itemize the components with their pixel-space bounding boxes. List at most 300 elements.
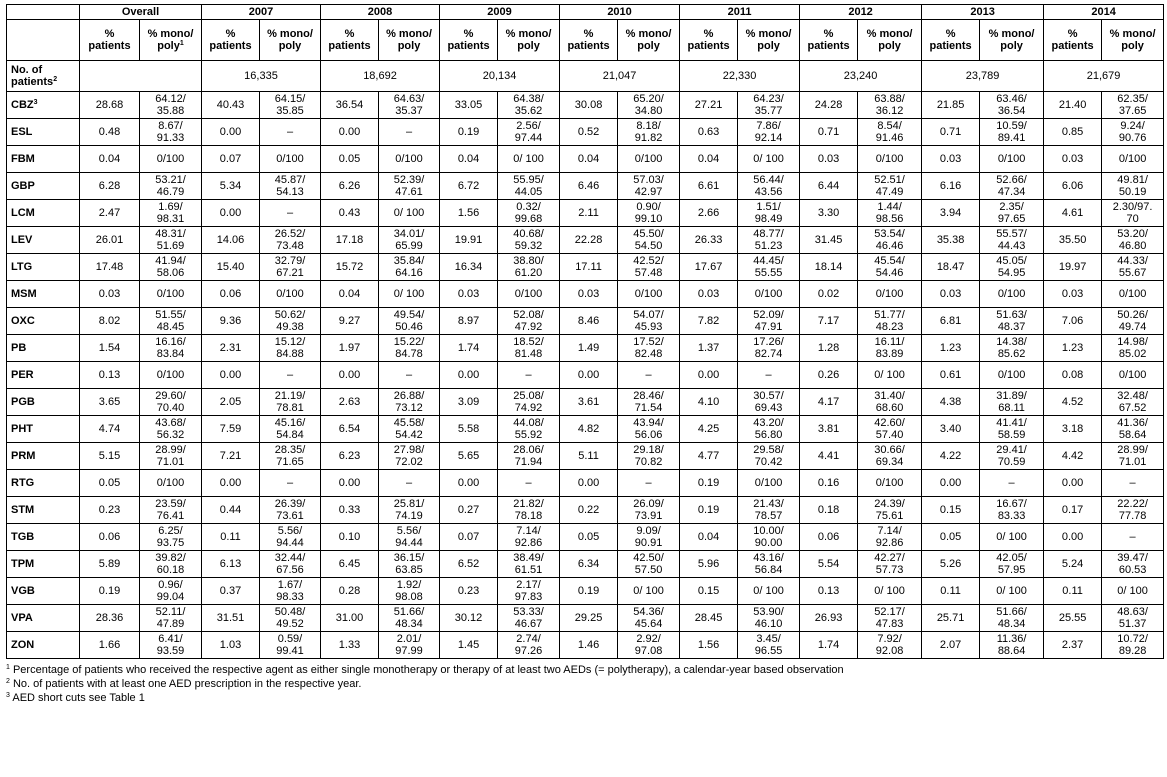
year-header: 2008 <box>321 5 440 20</box>
drug-label: LTG <box>11 261 33 273</box>
pct-cell: 0.03 <box>680 281 738 308</box>
drug-label: PRM <box>11 450 36 462</box>
sub-header-mp-label: % mono/ poly <box>866 28 913 52</box>
pct-cell: 0.00 <box>202 119 260 146</box>
pct-cell: 0.43 <box>321 200 379 227</box>
mono-poly-cell: 53.20/ 46.80 <box>1102 227 1164 254</box>
mono-poly-cell: 52.39/ 47.61 <box>379 173 440 200</box>
pct-cell: 0.19 <box>560 578 618 605</box>
mono-poly-cell: 0/ 100 <box>379 281 440 308</box>
mono-poly-cell: 0/100 <box>618 146 680 173</box>
mono-poly-cell: 64.63/ 35.37 <box>379 92 440 119</box>
mono-poly-cell: 52.11/ 47.89 <box>140 605 202 632</box>
mono-poly-cell: 0.96/ 99.04 <box>140 578 202 605</box>
mono-poly-cell: 0.59/ 99.41 <box>260 632 321 659</box>
drug-label-cell <box>7 389 80 416</box>
pct-cell: 0.03 <box>922 146 980 173</box>
mono-poly-cell: 23.59/ 76.41 <box>140 497 202 524</box>
pct-cell: 2.63 <box>321 389 379 416</box>
mono-poly-cell: 0/100 <box>260 281 321 308</box>
table-row <box>7 227 1164 254</box>
table-row <box>7 443 1164 470</box>
mono-poly-cell: 40.68/ 59.32 <box>498 227 560 254</box>
mono-poly-cell: 44.45/ 55.55 <box>738 254 800 281</box>
pct-cell: 4.17 <box>800 389 858 416</box>
pct-cell: 2.31 <box>202 335 260 362</box>
mono-poly-cell: – <box>379 362 440 389</box>
pct-cell: 26.93 <box>800 605 858 632</box>
pct-cell: 0.05 <box>560 524 618 551</box>
drug-label-cell <box>7 416 80 443</box>
mono-poly-cell: 15.12/ 84.88 <box>260 335 321 362</box>
drug-label: STM <box>11 504 35 516</box>
pct-cell: 1.97 <box>321 335 379 362</box>
pct-cell: 25.71 <box>922 605 980 632</box>
patients-count-cell: 20,134 <box>440 61 560 92</box>
table-row <box>7 335 1164 362</box>
pct-cell: 0.03 <box>560 281 618 308</box>
mono-poly-cell: 25.81/ 74.19 <box>379 497 440 524</box>
table-row <box>7 551 1164 578</box>
mono-poly-cell: 0/100 <box>140 281 202 308</box>
mono-poly-cell: – <box>260 362 321 389</box>
pct-cell: 0.18 <box>800 497 858 524</box>
footnote-text: Percentage of patients who received the respective agent as either single monotherapy or therapy of at least two AEDs (= polytherapy), a calendar-year based observation <box>12 664 844 676</box>
pct-cell: 6.45 <box>321 551 379 578</box>
pct-cell: 26.01 <box>80 227 140 254</box>
mono-poly-cell: 0/ 100 <box>618 578 680 605</box>
mono-poly-cell: 43.68/ 56.32 <box>140 416 202 443</box>
mono-poly-cell: 49.81/ 50.19 <box>1102 173 1164 200</box>
mono-poly-cell: 0/100 <box>980 362 1044 389</box>
drug-label-cell <box>7 146 80 173</box>
mono-poly-cell: 5.56/ 94.44 <box>260 524 321 551</box>
pct-cell: 0.00 <box>321 470 379 497</box>
mono-poly-cell: 64.15/ 35.85 <box>260 92 321 119</box>
pct-cell: 0.05 <box>80 470 140 497</box>
mono-poly-cell: 32.44/ 67.56 <box>260 551 321 578</box>
mono-poly-cell: – <box>260 470 321 497</box>
pct-cell: 5.89 <box>80 551 140 578</box>
mono-poly-cell: 42.05/ 57.95 <box>980 551 1044 578</box>
mono-poly-cell: 43.16/ 56.84 <box>738 551 800 578</box>
drug-label-cell <box>7 362 80 389</box>
pct-cell: 3.81 <box>800 416 858 443</box>
mono-poly-cell: – <box>260 119 321 146</box>
pct-cell: 1.49 <box>560 335 618 362</box>
drug-label-cell <box>7 335 80 362</box>
pct-cell: 0.04 <box>321 281 379 308</box>
pct-cell: 4.38 <box>922 389 980 416</box>
pct-cell: 0.71 <box>800 119 858 146</box>
pct-cell: 5.54 <box>800 551 858 578</box>
drug-label: ZON <box>11 639 35 651</box>
mono-poly-cell: 2.56/ 97.44 <box>498 119 560 146</box>
pct-cell: 3.65 <box>80 389 140 416</box>
mono-poly-cell: 51.63/ 48.37 <box>980 308 1044 335</box>
table-row <box>7 362 1164 389</box>
pct-cell: 5.15 <box>80 443 140 470</box>
mono-poly-cell: 6.25/ 93.75 <box>140 524 202 551</box>
mono-poly-cell: 65.20/ 34.80 <box>618 92 680 119</box>
drug-label: FBM <box>11 153 35 165</box>
pct-cell: 1.37 <box>680 335 738 362</box>
pct-cell: 0.37 <box>202 578 260 605</box>
pct-cell: 1.23 <box>1044 335 1102 362</box>
pct-cell: 0.00 <box>440 470 498 497</box>
pct-cell: 6.28 <box>80 173 140 200</box>
drug-label-cell <box>7 254 80 281</box>
mono-poly-cell: 16.67/ 83.33 <box>980 497 1044 524</box>
mono-poly-cell: 2.92/ 97.08 <box>618 632 680 659</box>
mono-poly-cell: – <box>1102 524 1164 551</box>
drug-label: MSM <box>11 288 37 300</box>
mono-poly-cell: 48.63/ 51.37 <box>1102 605 1164 632</box>
sub-header-pct: % patients <box>922 20 980 61</box>
pct-cell: 1.56 <box>440 200 498 227</box>
mono-poly-cell: 41.94/ 58.06 <box>140 254 202 281</box>
mono-poly-cell: 52.66/ 47.34 <box>980 173 1044 200</box>
year-header: 2010 <box>560 5 680 20</box>
mono-poly-cell: 28.99/ 71.01 <box>1102 443 1164 470</box>
footnotes <box>6 663 1164 705</box>
footnote-sup: 1 <box>6 664 10 671</box>
pct-cell: 0.04 <box>440 146 498 173</box>
pct-cell: 0.23 <box>440 578 498 605</box>
mono-poly-cell: 54.36/ 45.64 <box>618 605 680 632</box>
mono-poly-cell: 0/100 <box>379 146 440 173</box>
mono-poly-cell: 38.80/ 61.20 <box>498 254 560 281</box>
pct-cell: 1.03 <box>202 632 260 659</box>
mono-poly-cell: 14.38/ 85.62 <box>980 335 1044 362</box>
year-header: 2011 <box>680 5 800 20</box>
sub-header-pct: % patients <box>440 20 498 61</box>
year-header: 2007 <box>202 5 321 20</box>
mono-poly-cell: 55.57/ 44.43 <box>980 227 1044 254</box>
sub-header-pct: % patients <box>1044 20 1102 61</box>
pct-cell: 28.45 <box>680 605 738 632</box>
pct-cell: 5.34 <box>202 173 260 200</box>
mono-poly-cell: 0/100 <box>738 470 800 497</box>
pct-cell: 17.11 <box>560 254 618 281</box>
mono-poly-cell: 30.57/ 69.43 <box>738 389 800 416</box>
pct-cell: 0.04 <box>80 146 140 173</box>
drug-label: RTG <box>11 477 35 489</box>
drug-label-cell <box>7 281 80 308</box>
pct-cell: 6.46 <box>560 173 618 200</box>
mono-poly-cell: – <box>498 470 560 497</box>
pct-cell: 0.13 <box>800 578 858 605</box>
pct-cell: 0.71 <box>922 119 980 146</box>
mono-poly-cell: 11.36/ 88.64 <box>980 632 1044 659</box>
mono-poly-cell: 45.87/ 54.13 <box>260 173 321 200</box>
sub-header-pct: % patients <box>800 20 858 61</box>
patients-count-cell: 21,679 <box>1044 61 1164 92</box>
mono-poly-cell: 29.41/ 70.59 <box>980 443 1044 470</box>
pct-cell: 0.16 <box>800 470 858 497</box>
mono-poly-cell: 0/ 100 <box>1102 578 1164 605</box>
drug-label-cell <box>7 92 80 119</box>
pct-cell: 29.25 <box>560 605 618 632</box>
mono-poly-cell: 7.14/ 92.86 <box>858 524 922 551</box>
mono-poly-cell: 41.41/ 58.59 <box>980 416 1044 443</box>
mono-poly-cell: – <box>980 470 1044 497</box>
mono-poly-cell: 8.18/ 91.82 <box>618 119 680 146</box>
mono-poly-cell: 64.23/ 35.77 <box>738 92 800 119</box>
pct-cell: 17.18 <box>321 227 379 254</box>
table-row <box>7 389 1164 416</box>
mono-poly-cell: – <box>379 119 440 146</box>
sub-header-mp-sup: 1 <box>179 40 184 47</box>
pct-cell: 1.54 <box>80 335 140 362</box>
pct-cell: 4.42 <box>1044 443 1102 470</box>
mono-poly-cell: 50.48/ 49.52 <box>260 605 321 632</box>
sub-header-mp <box>618 20 680 61</box>
drug-label: LEV <box>11 234 33 246</box>
drug-label: TPM <box>11 558 35 570</box>
mono-poly-cell: 45.05/ 54.95 <box>980 254 1044 281</box>
drug-label-cell <box>7 551 80 578</box>
pct-cell: 0.11 <box>922 578 980 605</box>
pct-cell: 28.36 <box>80 605 140 632</box>
mono-poly-cell: 21.19/ 78.81 <box>260 389 321 416</box>
sub-header-pct: % patients <box>680 20 738 61</box>
mono-poly-cell: – <box>260 200 321 227</box>
pct-cell: 0.00 <box>202 470 260 497</box>
mono-poly-cell: 45.16/ 54.84 <box>260 416 321 443</box>
patients-label-cell <box>7 61 80 92</box>
drug-label: OXC <box>11 315 35 327</box>
mono-poly-cell: 0/100 <box>1102 362 1164 389</box>
pct-cell: 0.19 <box>680 470 738 497</box>
patients-label: No. of patients <box>11 64 54 88</box>
pct-cell: 0.06 <box>800 524 858 551</box>
pct-cell: 0.15 <box>680 578 738 605</box>
mono-poly-cell: 6.41/ 93.59 <box>140 632 202 659</box>
sub-header-mp-label: % mono/ poly <box>147 28 194 52</box>
sub-header-pct: % patients <box>321 20 379 61</box>
pct-cell: 15.72 <box>321 254 379 281</box>
pct-cell: 0.11 <box>1044 578 1102 605</box>
mono-poly-cell: 0/ 100 <box>980 524 1044 551</box>
pct-cell: 5.58 <box>440 416 498 443</box>
mono-poly-cell: 14.98/ 85.02 <box>1102 335 1164 362</box>
mono-poly-cell: 2.01/ 97.99 <box>379 632 440 659</box>
drug-label-cell <box>7 443 80 470</box>
mono-poly-cell: – <box>738 362 800 389</box>
patients-count-cell: 23,789 <box>922 61 1044 92</box>
footnote-text: No. of patients with at least one AED prescription in the respective year. <box>12 678 362 690</box>
mono-poly-cell: 7.92/ 92.08 <box>858 632 922 659</box>
pct-cell: 3.09 <box>440 389 498 416</box>
mono-poly-cell: 0/100 <box>858 281 922 308</box>
mono-poly-cell: 42.52/ 57.48 <box>618 254 680 281</box>
pct-cell: 0.33 <box>321 497 379 524</box>
sub-header-mp <box>140 20 202 61</box>
pct-cell: 3.40 <box>922 416 980 443</box>
table-row <box>7 497 1164 524</box>
pct-cell: 1.45 <box>440 632 498 659</box>
pct-cell: 31.45 <box>800 227 858 254</box>
mono-poly-cell: 27.98/ 72.02 <box>379 443 440 470</box>
mono-poly-cell: 51.77/ 48.23 <box>858 308 922 335</box>
mono-poly-cell: 18.52/ 81.48 <box>498 335 560 362</box>
drug-label: TGB <box>11 531 35 543</box>
pct-cell: 14.06 <box>202 227 260 254</box>
table-row <box>7 524 1164 551</box>
mono-poly-cell: 43.94/ 56.06 <box>618 416 680 443</box>
patients-count-cell: 21,047 <box>560 61 680 92</box>
mono-poly-cell: 28.35/ 71.65 <box>260 443 321 470</box>
header-row-sub <box>7 20 1164 61</box>
pct-cell: 0.03 <box>440 281 498 308</box>
mono-poly-cell: 26.52/ 73.48 <box>260 227 321 254</box>
pct-cell: 2.05 <box>202 389 260 416</box>
mono-poly-cell: 34.01/ 65.99 <box>379 227 440 254</box>
mono-poly-cell: 0/100 <box>498 281 560 308</box>
mono-poly-cell: 0/100 <box>260 146 321 173</box>
pct-cell: 1.23 <box>922 335 980 362</box>
pct-cell: 5.24 <box>1044 551 1102 578</box>
sub-header-mp-label: % mono/ poly <box>625 28 672 52</box>
pct-cell: 17.67 <box>680 254 738 281</box>
pct-cell: 0.03 <box>800 146 858 173</box>
pct-cell: 24.28 <box>800 92 858 119</box>
sub-header-pct: % patients <box>202 20 260 61</box>
mono-poly-cell: 29.60/ 70.40 <box>140 389 202 416</box>
pct-cell: 1.66 <box>80 632 140 659</box>
sub-header-mp <box>498 20 560 61</box>
mono-poly-cell: 3.45/ 96.55 <box>738 632 800 659</box>
mono-poly-cell: – <box>618 470 680 497</box>
mono-poly-cell: 52.08/ 47.92 <box>498 308 560 335</box>
mono-poly-cell: 0/100 <box>1102 281 1164 308</box>
mono-poly-cell: 51.66/ 48.34 <box>980 605 1044 632</box>
footnote-text: AED short cuts see Table 1 <box>12 692 145 704</box>
mono-poly-cell: 53.21/ 46.79 <box>140 173 202 200</box>
pct-cell: 2.47 <box>80 200 140 227</box>
drug-label: PHT <box>11 423 33 435</box>
pct-cell: 1.46 <box>560 632 618 659</box>
pct-cell: 0.27 <box>440 497 498 524</box>
mono-poly-cell: 9.09/ 90.91 <box>618 524 680 551</box>
drug-label-cell <box>7 578 80 605</box>
sub-header-mp <box>379 20 440 61</box>
patients-label-sup: 2 <box>53 76 58 83</box>
pct-cell: 22.28 <box>560 227 618 254</box>
mono-poly-cell: 52.17/ 47.83 <box>858 605 922 632</box>
pct-cell: 6.06 <box>1044 173 1102 200</box>
pct-cell: 6.81 <box>922 308 980 335</box>
year-header: 2013 <box>922 5 1044 20</box>
mono-poly-cell: 0/100 <box>980 146 1044 173</box>
pct-cell: 3.94 <box>922 200 980 227</box>
mono-poly-cell: 52.51/ 47.49 <box>858 173 922 200</box>
pct-cell: 4.61 <box>1044 200 1102 227</box>
mono-poly-cell: 0.32/ 99.68 <box>498 200 560 227</box>
mono-poly-cell: 44.08/ 55.92 <box>498 416 560 443</box>
footnote-sup: 3 <box>6 692 10 699</box>
pct-cell: 4.74 <box>80 416 140 443</box>
pct-cell: 33.05 <box>440 92 498 119</box>
pct-cell: 30.08 <box>560 92 618 119</box>
mono-poly-cell: 2.35/ 97.65 <box>980 200 1044 227</box>
mono-poly-cell: 17.26/ 82.74 <box>738 335 800 362</box>
mono-poly-cell: 50.26/ 49.74 <box>1102 308 1164 335</box>
pct-cell: 35.50 <box>1044 227 1102 254</box>
pct-cell: 6.44 <box>800 173 858 200</box>
pct-cell: 6.13 <box>202 551 260 578</box>
pct-cell: 30.12 <box>440 605 498 632</box>
pct-cell: 0.00 <box>560 470 618 497</box>
mono-poly-cell: 0/ 100 <box>738 578 800 605</box>
sub-header-mp-label: % mono/ poly <box>267 28 313 52</box>
pct-cell: 0.28 <box>321 578 379 605</box>
mono-poly-cell: 1.67/ 98.33 <box>260 578 321 605</box>
mono-poly-cell: 63.88/ 36.12 <box>858 92 922 119</box>
patients-count-cell: 23,240 <box>800 61 922 92</box>
mono-poly-cell: 16.11/ 83.89 <box>858 335 922 362</box>
mono-poly-cell: – <box>498 362 560 389</box>
mono-poly-cell: 57.03/ 42.97 <box>618 173 680 200</box>
mono-poly-cell: 36.15/ 63.85 <box>379 551 440 578</box>
pct-cell: 4.25 <box>680 416 738 443</box>
pct-cell: 9.36 <box>202 308 260 335</box>
pct-cell: 0.04 <box>680 146 738 173</box>
table-row <box>7 416 1164 443</box>
drug-label-cell <box>7 497 80 524</box>
pct-cell: 3.30 <box>800 200 858 227</box>
pct-cell: 6.54 <box>321 416 379 443</box>
mono-poly-cell: 28.06/ 71.94 <box>498 443 560 470</box>
mono-poly-cell: 22.22/ 77.78 <box>1102 497 1164 524</box>
pct-cell: 6.26 <box>321 173 379 200</box>
drug-label-sup: 3 <box>33 99 38 106</box>
pct-cell: 18.14 <box>800 254 858 281</box>
mono-poly-cell: 62.35/ 37.65 <box>1102 92 1164 119</box>
pct-cell: 0.85 <box>1044 119 1102 146</box>
pct-cell: 4.10 <box>680 389 738 416</box>
mono-poly-cell: 0/ 100 <box>858 578 922 605</box>
mono-poly-cell: 48.77/ 51.23 <box>738 227 800 254</box>
pct-cell: 1.74 <box>440 335 498 362</box>
mono-poly-cell: 0/100 <box>858 146 922 173</box>
sub-header-mp <box>858 20 922 61</box>
pct-cell: 31.00 <box>321 605 379 632</box>
drug-label-cell <box>7 605 80 632</box>
mono-poly-cell: 26.39/ 73.61 <box>260 497 321 524</box>
sub-header-mp <box>738 20 800 61</box>
drug-label: LCM <box>11 207 35 219</box>
pct-cell: 0.03 <box>922 281 980 308</box>
drug-label-cell <box>7 632 80 659</box>
table-row <box>7 254 1164 281</box>
sub-header-mp-label: % mono/ poly <box>505 28 552 52</box>
pct-cell: 0.07 <box>440 524 498 551</box>
sub-header-mp-label: % mono/ poly <box>988 28 1035 52</box>
drug-label: GBP <box>11 180 35 192</box>
pct-cell: 7.06 <box>1044 308 1102 335</box>
pct-cell: 0.11 <box>202 524 260 551</box>
pct-cell: 7.17 <box>800 308 858 335</box>
mono-poly-cell: 42.27/ 57.73 <box>858 551 922 578</box>
pct-cell: 5.11 <box>560 443 618 470</box>
pct-cell: 0.03 <box>1044 146 1102 173</box>
pct-cell: 7.82 <box>680 308 738 335</box>
pct-cell: 0.03 <box>1044 281 1102 308</box>
mono-poly-cell: 52.09/ 47.91 <box>738 308 800 335</box>
drug-label: PGB <box>11 396 35 408</box>
